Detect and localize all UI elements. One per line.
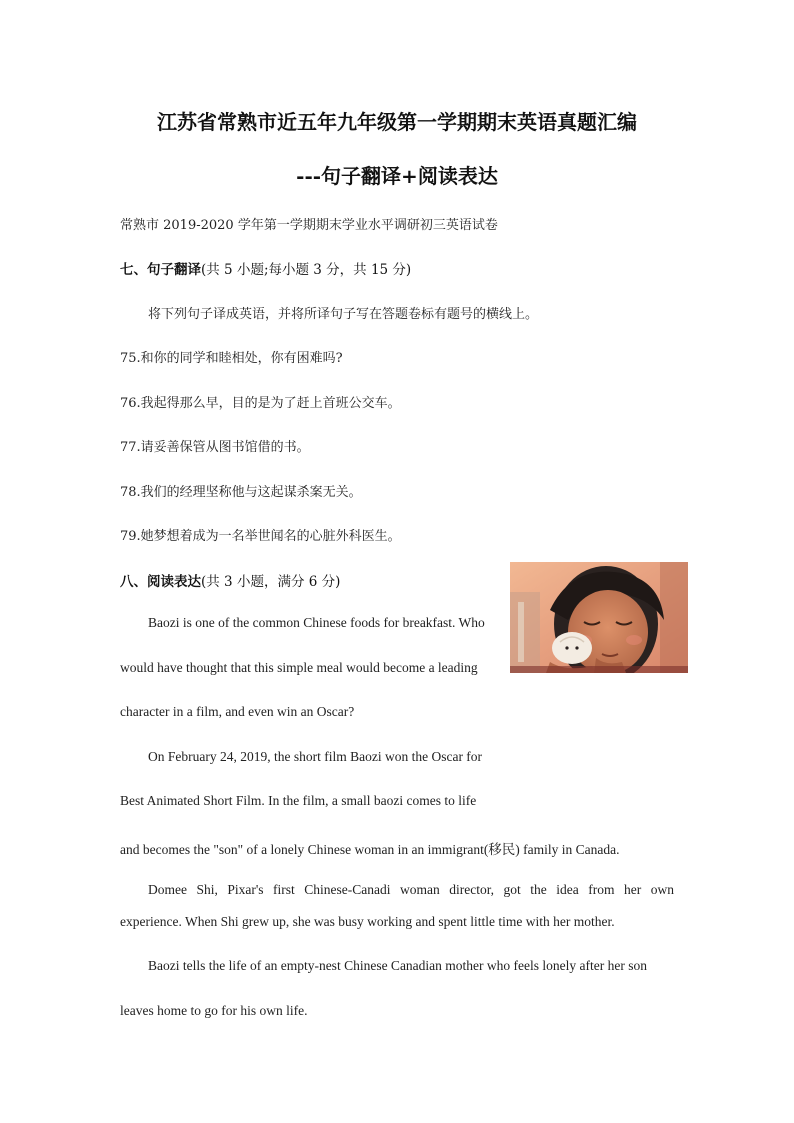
baozi-film-illustration: [510, 562, 688, 673]
reading-line-5: Best Animated Short Film. In the film, a small baozi comes to life: [120, 793, 477, 808]
reading-line-8: experience. When Shi grew up, she was busy working and spent little time with her mother.: [120, 914, 615, 929]
question-76: 76.我起得那么早，目的是为了赶上首班公交车。: [120, 396, 401, 411]
document-subtitle: ---句子翻译+阅读表达: [296, 164, 498, 188]
section8-title: 八、阅读表达: [120, 574, 201, 590]
section7-note: (共 5 小题;每小题 3 分，共 15 分): [201, 262, 412, 278]
section7-title: 七、句子翻译: [120, 262, 201, 278]
question-75: 75.和你的同学和睦相处，你有困难吗?: [120, 351, 343, 366]
reading-line-1: Baozi is one of the common Chinese foods for breakfast. Who: [148, 615, 485, 630]
section8-heading: [120, 570, 340, 590]
section7-heading: [120, 258, 411, 278]
reading-line-2: would have thought that this simple meal would become a leading: [120, 660, 478, 675]
question-79: 79.她梦想着成为一名举世闻名的心脏外科医生。: [120, 529, 401, 544]
reading-line-6: and becomes the "son" of a lonely Chinese woman in an immigrant(移民) family in Canada.: [120, 842, 620, 857]
question-77: 77.请妥善保管从图书馆借的书。: [120, 440, 310, 455]
question-78: 78.我们的经理坚称他与这起谋杀案无关。: [120, 485, 362, 500]
document-title: 江苏省常熟市近五年九年级第一学期期末英语真题汇编: [157, 110, 637, 134]
section8-note: (共 3 小题，满分 6 分): [201, 574, 341, 590]
illustration-svg: [510, 562, 688, 673]
reading-line-4: On February 24, 2019, the short film Baozi won the Oscar for: [148, 749, 483, 764]
reading-line-9: Baozi tells the life of an empty-nest Chinese Canadian mother who feels lonely after her son: [148, 958, 647, 973]
reading-line-10: leaves home to go for his own life.: [120, 1003, 308, 1018]
reading-line-7: Domee Shi, Pixar's first Chinese-Canadi woman director, got the idea from her own: [148, 882, 674, 897]
reading-line-3: character in a film, and even win an Oscar?: [120, 704, 355, 719]
section7-instruction: 将下列句子译成英语，并将所译句子写在答题卷标有题号的横线上。: [148, 307, 539, 322]
exam-source: 常熟市 2019-2020 学年第一学期期末学业水平调研初三英语试卷: [120, 218, 498, 233]
